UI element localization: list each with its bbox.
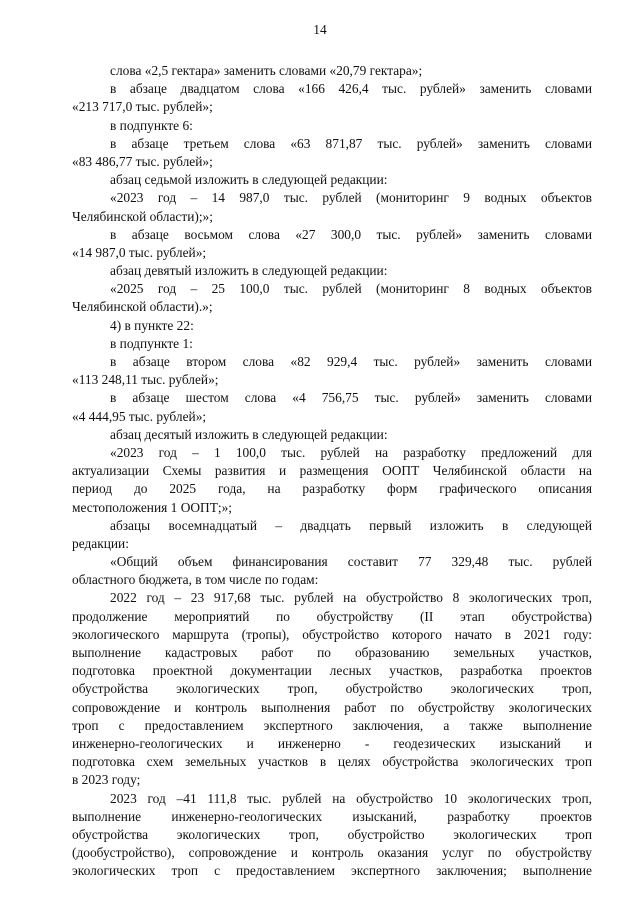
- text-line: «83 486,77 тыс. рублей»;: [72, 153, 213, 169]
- text-line: троп с предоставлением экспертного заключения, а также выполнение: [72, 717, 592, 733]
- text-line: инженерно-геологических и инженерно - геодезических изысканий и: [72, 735, 592, 751]
- text-line: «2023 год – 14 987,0 тыс. рублей (мониторинг 9 водных объектов: [110, 190, 592, 206]
- text-line: актуализации Схемы развития и размещения ООПТ Челябинской области на: [72, 463, 592, 479]
- text-line: редакции:: [72, 535, 129, 551]
- text-line: абзац седьмой изложить в следующей редакции:: [110, 172, 388, 188]
- text-line: обустройства экологических троп, обустройство экологических троп,: [72, 681, 592, 697]
- text-line: 2023 год –41 111,8 тыс. рублей на обустройство 10 экологических троп,: [110, 790, 592, 806]
- text-line: экологических троп с предоставлением экспертного заключения; выполнение: [72, 863, 592, 879]
- text-line: в 2023 году;: [72, 772, 141, 788]
- text-line: продолжение мероприятий по обустройству (II этап обустройства): [72, 608, 592, 624]
- text-line: абзац девятый изложить в следующей редакции:: [110, 263, 388, 279]
- text-line: в абзаце восьмом слова «27 300,0 тыс. рублей» заменить словами: [110, 226, 592, 242]
- text-line: 2022 год – 23 917,68 тыс. рублей на обустройство 8 экологических троп,: [110, 590, 592, 606]
- text-line: период до 2025 года, на разработку форм графического описания: [72, 481, 592, 497]
- text-line: выполнение инженерно-геологических изысканий, разработку проектов: [72, 808, 592, 824]
- text-line: «213 717,0 тыс. рублей»;: [72, 99, 213, 115]
- text-line: в подпункте 1:: [110, 335, 193, 351]
- text-line: слова «2,5 гектара» заменить словами «20,79 гектара»;: [110, 63, 423, 78]
- text-line: местоположения 1 ООПТ;»;: [72, 499, 233, 515]
- text-line: в абзаце двадцатом слова «166 426,4 тыс. рублей» заменить словами: [110, 81, 592, 97]
- text-line: 4) в пункте 22:: [110, 317, 194, 333]
- text-line: областного бюджета, в том числе по годам:: [72, 572, 319, 588]
- text-line: «Общий объем финансирования составит 77 329,48 тыс. рублей: [110, 554, 592, 570]
- text-line: выполнение кадастровых работ по образованию земельных участков,: [72, 645, 592, 660]
- text-line: «14 987,0 тыс. рублей»;: [72, 244, 207, 260]
- text-line: (дообустройство), сопровождение и контроль оказания услуг по обустройству: [72, 845, 592, 861]
- text-line: Челябинской области);»;: [72, 208, 213, 224]
- text-line: Челябинской области).»;: [72, 299, 213, 315]
- document-body: [72, 62, 592, 880]
- text-line: в абзаце третьем слова «63 871,87 тыс. рублей» заменить словами: [110, 135, 592, 151]
- page-number: 14: [313, 22, 327, 37]
- text-line: абзац десятый изложить в следующей редакции:: [110, 426, 388, 442]
- text-line: в абзаце втором слова «82 929,4 тыс. рублей» заменить словами: [110, 354, 592, 369]
- text-line: «113 248,11 тыс. рублей»;: [72, 372, 219, 388]
- text-line: абзацы восемнадцатый – двадцать первый изложить в следующей: [110, 517, 592, 533]
- text-line: «2023 год – 1 100,0 тыс. рублей на разработку предложений для: [110, 444, 592, 460]
- text-line: подготовка схем земельных участков в целях обустройства экологических троп: [72, 754, 592, 770]
- text-line: в абзаце шестом слова «4 756,75 тыс. рублей» заменить словами: [110, 390, 592, 406]
- text-line: «2025 год – 25 100,0 тыс. рублей (мониторинг 8 водных объектов: [110, 281, 592, 297]
- text-line: сопровождение и контроль выполнения работ по обустройству экологических: [72, 699, 592, 715]
- text-line: в подпункте 6:: [110, 117, 193, 133]
- text-line: обустройства экологических троп, обустройство экологических троп: [72, 826, 592, 842]
- text-line: подготовка проектной документации лесных участков, разработка проектов: [72, 663, 592, 679]
- text-line: экологического маршрута (тропы), обустройство которого начато в 2021 году:: [72, 626, 592, 642]
- text-line: «4 444,95 тыс. рублей»;: [72, 408, 207, 424]
